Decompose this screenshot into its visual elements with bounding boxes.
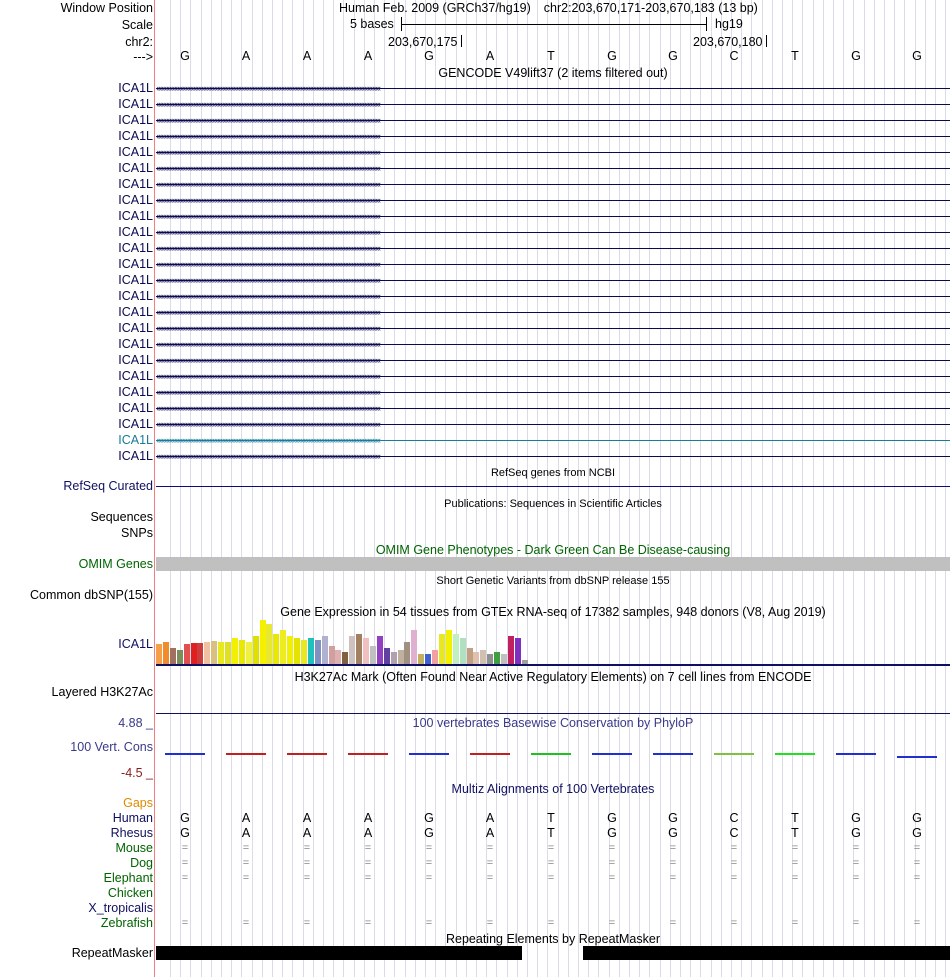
sequence-base: C [729, 49, 739, 63]
assembly-name: Human Feb. 2009 (GRCh37/hg19) [339, 1, 531, 15]
multiz-base: = [730, 917, 738, 929]
multiz-base: A [302, 811, 312, 825]
gtex-tissue-bar[interactable] [315, 640, 321, 664]
multiz-species-label[interactable]: Human [112, 811, 153, 825]
sequence-base: A [241, 49, 251, 63]
multiz-base: C [729, 826, 739, 840]
multiz-base: G [424, 811, 434, 825]
gtex-tissue-bar[interactable] [266, 624, 272, 664]
multiz-base: = [486, 917, 494, 929]
multiz-base: G [607, 826, 617, 840]
gtex-tissue-bar[interactable] [335, 650, 341, 664]
gencode-transcript-label[interactable]: ICA1L [118, 433, 153, 447]
gencode-title[interactable]: GENCODE V49lift37 (2 items filtered out) [438, 66, 668, 80]
multiz-base: = [425, 872, 433, 884]
multiz-base: = [547, 857, 555, 869]
window-position-label: Window Position [60, 1, 153, 15]
multiz-base: = [425, 842, 433, 854]
strand-arrows: ‹‹‹‹‹‹‹‹‹‹‹‹‹‹‹‹‹‹‹‹‹‹‹‹‹‹‹‹‹‹‹‹‹‹‹‹‹‹‹‹‹‹‹‹‹‹‹‹‹‹‹‹‹‹‹‹‹‹‹‹‹‹‹‹‹‹‹‹‹‹‹‹‹‹‹‹‹‹‹‹‹‹‹‹‹‹‹‹‹‹‹‹‹‹‹‹‹‹‹‹‹‹‹‹‹‹‹‹‹‹‹‹‹‹‹‹‹‹‹‹‹‹‹‹‹‹‹‹‹‹‹‹‹‹‹‹‹‹‹‹ [156, 115, 380, 125]
gtex-title[interactable]: Gene Expression in 54 tissues from GTEx RNA-seq of 17382 samples, 948 donors (V8, Aug 2019) [280, 605, 826, 619]
multiz-base: A [241, 826, 251, 840]
gencode-transcript-label[interactable]: ICA1L [118, 417, 153, 431]
multiz-base: = [486, 842, 494, 854]
strand-arrows: ‹‹‹‹‹‹‹‹‹‹‹‹‹‹‹‹‹‹‹‹‹‹‹‹‹‹‹‹‹‹‹‹‹‹‹‹‹‹‹‹‹‹‹‹‹‹‹‹‹‹‹‹‹‹‹‹‹‹‹‹‹‹‹‹‹‹‹‹‹‹‹‹‹‹‹‹‹‹‹‹‹‹‹‹‹‹‹‹‹‹‹‹‹‹‹‹‹‹‹‹‹‹‹‹‹‹‹‹‹‹‹‹‹‹‹‹‹‹‹‹‹‹‹‹‹‹‹‹‹‹‹‹‹‹‹‹‹‹‹‹ [156, 403, 380, 413]
track-left-border [154, 0, 155, 977]
gtex-tissue-bar[interactable] [280, 630, 286, 664]
gtex-tissue-bar[interactable] [453, 634, 459, 664]
strand-arrows: ‹‹‹‹‹‹‹‹‹‹‹‹‹‹‹‹‹‹‹‹‹‹‹‹‹‹‹‹‹‹‹‹‹‹‹‹‹‹‹‹‹‹‹‹‹‹‹‹‹‹‹‹‹‹‹‹‹‹‹‹‹‹‹‹‹‹‹‹‹‹‹‹‹‹‹‹‹‹‹‹‹‹‹‹‹‹‹‹‹‹‹‹‹‹‹‹‹‹‹‹‹‹‹‹‹‹‹‹‹‹‹‹‹‹‹‹‹‹‹‹‹‹‹‹‹‹‹‹‹‹‹‹‹‹‹‹‹‹‹‹ [156, 163, 380, 173]
gtex-tissue-bar[interactable] [170, 648, 176, 664]
multiz-base: G [851, 826, 861, 840]
strand-arrows: ‹‹‹‹‹‹‹‹‹‹‹‹‹‹‹‹‹‹‹‹‹‹‹‹‹‹‹‹‹‹‹‹‹‹‹‹‹‹‹‹‹‹‹‹‹‹‹‹‹‹‹‹‹‹‹‹‹‹‹‹‹‹‹‹‹‹‹‹‹‹‹‹‹‹‹‹‹‹‹‹‹‹‹‹‹‹‹‹‹‹‹‹‹‹‹‹‹‹‹‹‹‹‹‹‹‹‹‹‹‹‹‹‹‹‹‹‹‹‹‹‹‹‹‹‹‹‹‹‹‹‹‹‹‹‹‹‹‹‹‹ [156, 339, 380, 349]
scale-bar [401, 24, 706, 25]
gencode-transcript-label[interactable]: ICA1L [118, 289, 153, 303]
publications-snps-label[interactable]: SNPs [121, 526, 153, 540]
strand-arrows: ‹‹‹‹‹‹‹‹‹‹‹‹‹‹‹‹‹‹‹‹‹‹‹‹‹‹‹‹‹‹‹‹‹‹‹‹‹‹‹‹‹‹‹‹‹‹‹‹‹‹‹‹‹‹‹‹‹‹‹‹‹‹‹‹‹‹‹‹‹‹‹‹‹‹‹‹‹‹‹‹‹‹‹‹‹‹‹‹‹‹‹‹‹‹‹‹‹‹‹‹‹‹‹‹‹‹‹‹‹‹‹‹‹‹‹‹‹‹‹‹‹‹‹‹‹‹‹‹‹‹‹‹‹‹‹‹‹‹‹‹ [156, 291, 380, 301]
gencode-transcript-label[interactable]: ICA1L [118, 113, 153, 127]
gtex-tissue-bar[interactable] [439, 634, 445, 664]
repeat-element[interactable] [156, 946, 522, 960]
gtex-tissue-bar[interactable] [418, 654, 424, 664]
gtex-tissue-bar[interactable] [308, 638, 314, 664]
gtex-tissue-bar[interactable] [404, 642, 410, 664]
multiz-base: = [303, 917, 311, 929]
multiz-base: = [791, 857, 799, 869]
sequence-base: G [424, 49, 434, 63]
multiz-base: = [303, 842, 311, 854]
multiz-base: A [363, 826, 373, 840]
strand-arrows: ‹‹‹‹‹‹‹‹‹‹‹‹‹‹‹‹‹‹‹‹‹‹‹‹‹‹‹‹‹‹‹‹‹‹‹‹‹‹‹‹‹‹‹‹‹‹‹‹‹‹‹‹‹‹‹‹‹‹‹‹‹‹‹‹‹‹‹‹‹‹‹‹‹‹‹‹‹‹‹‹‹‹‹‹‹‹‹‹‹‹‹‹‹‹‹‹‹‹‹‹‹‹‹‹‹‹‹‹‹‹‹‹‹‹‹‹‹‹‹‹‹‹‹‹‹‹‹‹‹‹‹‹‹‹‹‹‹‹‹‹ [156, 451, 380, 461]
gtex-tissue-bar[interactable] [177, 650, 183, 664]
multiz-base: = [608, 857, 616, 869]
multiz-base: A [241, 811, 251, 825]
gtex-tissue-bar[interactable] [253, 636, 259, 664]
gtex-tissue-bar[interactable] [480, 650, 486, 664]
strand-arrows: ‹‹‹‹‹‹‹‹‹‹‹‹‹‹‹‹‹‹‹‹‹‹‹‹‹‹‹‹‹‹‹‹‹‹‹‹‹‹‹‹‹‹‹‹‹‹‹‹‹‹‹‹‹‹‹‹‹‹‹‹‹‹‹‹‹‹‹‹‹‹‹‹‹‹‹‹‹‹‹‹‹‹‹‹‹‹‹‹‹‹‹‹‹‹‹‹‹‹‹‹‹‹‹‹‹‹‹‹‹‹‹‹‹‹‹‹‹‹‹‹‹‹‹‹‹‹‹‹‹‹‹‹‹‹‹‹‹‹‹‹ [156, 131, 380, 141]
multiz-base: = [547, 917, 555, 929]
gencode-transcript-label[interactable]: ICA1L [118, 225, 153, 239]
multiz-base: G [180, 811, 190, 825]
sequence-base: G [607, 49, 617, 63]
multiz-base: = [242, 872, 250, 884]
coord-right: 203,670,180 [693, 35, 763, 49]
gtex-tissue-bar[interactable] [425, 654, 431, 664]
sequence-base: T [547, 49, 555, 63]
multiz-base: = [791, 917, 799, 929]
multiz-title[interactable]: Multiz Alignments of 100 Vertebrates [451, 782, 655, 796]
gtex-tissue-bar[interactable] [349, 636, 355, 664]
gencode-transcript-label[interactable]: ICA1L [118, 193, 153, 207]
dbsnp-title[interactable]: Short Genetic Variants from dbSNP release 155 [436, 575, 670, 587]
strand-arrows: ‹‹‹‹‹‹‹‹‹‹‹‹‹‹‹‹‹‹‹‹‹‹‹‹‹‹‹‹‹‹‹‹‹‹‹‹‹‹‹‹‹‹‹‹‹‹‹‹‹‹‹‹‹‹‹‹‹‹‹‹‹‹‹‹‹‹‹‹‹‹‹‹‹‹‹‹‹‹‹‹‹‹‹‹‹‹‹‹‹‹‹‹‹‹‹‹‹‹‹‹‹‹‹‹‹‹‹‹‹‹‹‹‹‹‹‹‹‹‹‹‹‹‹‹‹‹‹‹‹‹‹‹‹‹‹‹‹‹‹‹ [156, 371, 380, 381]
publications-sequences-label[interactable]: Sequences [90, 510, 153, 524]
gtex-tissue-bar[interactable] [156, 644, 162, 664]
multiz-base: G [668, 811, 678, 825]
gencode-transcript-label[interactable]: ICA1L [118, 209, 153, 223]
refseq-label[interactable]: RefSeq Curated [63, 479, 153, 493]
gencode-transcript-label[interactable]: ICA1L [118, 273, 153, 287]
publications-title[interactable]: Publications: Sequences in Scientific Articles [444, 498, 662, 510]
gtex-tissue-bar[interactable] [260, 620, 266, 664]
coord-left-tick [461, 35, 462, 47]
phylop-score-mark [897, 756, 937, 758]
omim-title[interactable]: OMIM Gene Phenotypes - Dark Green Can Be Disease-causing [375, 543, 731, 557]
multiz-species-label[interactable]: Zebrafish [100, 916, 153, 930]
gtex-tissue-bar[interactable] [473, 652, 479, 664]
gtex-tissue-bar[interactable] [211, 641, 217, 664]
multiz-base: T [791, 826, 799, 840]
multiz-base: = [242, 917, 250, 929]
gtex-tissue-bar[interactable] [391, 652, 397, 664]
gtex-tissue-bar[interactable] [301, 640, 307, 664]
gencode-transcript-label[interactable]: ICA1L [118, 81, 153, 95]
omim-label[interactable]: OMIM Genes [78, 557, 153, 571]
position-readout: chr2:203,670,171-203,670,183 (13 bp) [543, 1, 758, 15]
strand-arrows: ‹‹‹‹‹‹‹‹‹‹‹‹‹‹‹‹‹‹‹‹‹‹‹‹‹‹‹‹‹‹‹‹‹‹‹‹‹‹‹‹‹‹‹‹‹‹‹‹‹‹‹‹‹‹‹‹‹‹‹‹‹‹‹‹‹‹‹‹‹‹‹‹‹‹‹‹‹‹‹‹‹‹‹‹‹‹‹‹‹‹‹‹‹‹‹‹‹‹‹‹‹‹‹‹‹‹‹‹‹‹‹‹‹‹‹‹‹‹‹‹‹‹‹‹‹‹‹‹‹‹‹‹‹‹‹‹‹‹‹‹ [156, 275, 380, 285]
sequence-base: T [791, 49, 799, 63]
gtex-tissue-bar[interactable] [363, 638, 369, 664]
gencode-transcript-label[interactable]: ICA1L [118, 257, 153, 271]
multiz-base: = [913, 857, 921, 869]
multiz-base: = [425, 857, 433, 869]
dbsnp-label[interactable]: Common dbSNP(155) [30, 588, 153, 602]
multiz-base: = [303, 857, 311, 869]
phylop-label[interactable]: 100 Vert. Cons [70, 740, 153, 754]
phylop-score-mark [165, 753, 205, 755]
gtex-tissue-bar[interactable] [411, 630, 417, 664]
multiz-base: G [180, 826, 190, 840]
gencode-transcript-label[interactable]: ICA1L [118, 353, 153, 367]
gtex-tissue-bar[interactable] [322, 636, 328, 664]
multiz-base: = [852, 872, 860, 884]
gencode-transcript-label[interactable]: ICA1L [118, 385, 153, 399]
phylop-score-mark [653, 753, 693, 755]
gtex-tissue-bar[interactable] [501, 654, 507, 664]
sequence-base: G [668, 49, 678, 63]
strand-arrows: ‹‹‹‹‹‹‹‹‹‹‹‹‹‹‹‹‹‹‹‹‹‹‹‹‹‹‹‹‹‹‹‹‹‹‹‹‹‹‹‹‹‹‹‹‹‹‹‹‹‹‹‹‹‹‹‹‹‹‹‹‹‹‹‹‹‹‹‹‹‹‹‹‹‹‹‹‹‹‹‹‹‹‹‹‹‹‹‹‹‹‹‹‹‹‹‹‹‹‹‹‹‹‹‹‹‹‹‹‹‹‹‹‹‹‹‹‹‹‹‹‹‹‹‹‹‹‹‹‹‹‹‹‹‹‹‹‹‹‹‹ [156, 195, 380, 205]
refseq-title[interactable]: RefSeq genes from NCBI [490, 467, 616, 479]
sequence-base: G [851, 49, 861, 63]
phylop-score-mark [470, 753, 510, 755]
multiz-base: = [181, 917, 189, 929]
sequence-base: A [363, 49, 373, 63]
phylop-score-mark [226, 753, 266, 755]
multiz-base: = [852, 917, 860, 929]
scale-db: hg19 [715, 17, 743, 31]
multiz-base: = [364, 872, 372, 884]
gencode-transcript-label[interactable]: ICA1L [118, 97, 153, 111]
scale-bar-text: 5 bases [350, 17, 394, 31]
multiz-base: T [547, 811, 555, 825]
chrom-label: chr2: [125, 35, 153, 49]
multiz-base: G [668, 826, 678, 840]
multiz-base: = [791, 842, 799, 854]
strand-arrows: ‹‹‹‹‹‹‹‹‹‹‹‹‹‹‹‹‹‹‹‹‹‹‹‹‹‹‹‹‹‹‹‹‹‹‹‹‹‹‹‹‹‹‹‹‹‹‹‹‹‹‹‹‹‹‹‹‹‹‹‹‹‹‹‹‹‹‹‹‹‹‹‹‹‹‹‹‹‹‹‹‹‹‹‹‹‹‹‹‹‹‹‹‹‹‹‹‹‹‹‹‹‹‹‹‹‹‹‹‹‹‹‹‹‹‹‹‹‹‹‹‹‹‹‹‹‹‹‹‹‹‹‹‹‹‹‹‹‹‹‹ [156, 259, 380, 269]
gtex-tissue-bar[interactable] [163, 642, 169, 664]
gencode-transcript-label[interactable]: ICA1L [118, 145, 153, 159]
gtex-tissue-bar[interactable] [294, 638, 300, 664]
gtex-tissue-bar[interactable] [494, 652, 500, 664]
multiz-base: = [242, 842, 250, 854]
multiz-base: = [364, 842, 372, 854]
multiz-base: = [730, 857, 738, 869]
multiz-base: = [608, 917, 616, 929]
sequence-base: G [180, 49, 190, 63]
multiz-species-label[interactable]: Mouse [115, 841, 153, 855]
multiz-base: = [852, 842, 860, 854]
gtex-tissue-bar[interactable] [204, 642, 210, 664]
multiz-gaps-label[interactable]: Gaps [123, 796, 153, 810]
gtex-label[interactable]: ICA1L [118, 637, 153, 651]
multiz-base: G [912, 826, 922, 840]
gtex-tissue-bar[interactable] [398, 650, 404, 664]
gtex-tissue-bar[interactable] [515, 638, 521, 664]
gtex-tissue-bar[interactable] [273, 634, 279, 664]
gencode-transcript-label[interactable]: ICA1L [118, 449, 153, 463]
gencode-transcript-label[interactable]: ICA1L [118, 241, 153, 255]
coord-right-tick [766, 35, 767, 47]
phylop-score-mark [836, 753, 876, 755]
strand-arrows: ‹‹‹‹‹‹‹‹‹‹‹‹‹‹‹‹‹‹‹‹‹‹‹‹‹‹‹‹‹‹‹‹‹‹‹‹‹‹‹‹‹‹‹‹‹‹‹‹‹‹‹‹‹‹‹‹‹‹‹‹‹‹‹‹‹‹‹‹‹‹‹‹‹‹‹‹‹‹‹‹‹‹‹‹‹‹‹‹‹‹‹‹‹‹‹‹‹‹‹‹‹‹‹‹‹‹‹‹‹‹‹‹‹‹‹‹‹‹‹‹‹‹‹‹‹‹‹‹‹‹‹‹‹‹‹‹‹‹‹‹ [156, 307, 380, 317]
scale-label: Scale [121, 18, 153, 32]
gencode-transcript-label[interactable]: ICA1L [118, 129, 153, 143]
multiz-species-label[interactable]: X_tropicalis [88, 901, 153, 915]
gtex-tissue-bar[interactable] [460, 638, 466, 664]
strand-arrows: ‹‹‹‹‹‹‹‹‹‹‹‹‹‹‹‹‹‹‹‹‹‹‹‹‹‹‹‹‹‹‹‹‹‹‹‹‹‹‹‹‹‹‹‹‹‹‹‹‹‹‹‹‹‹‹‹‹‹‹‹‹‹‹‹‹‹‹‹‹‹‹‹‹‹‹‹‹‹‹‹‹‹‹‹‹‹‹‹‹‹‹‹‹‹‹‹‹‹‹‹‹‹‹‹‹‹‹‹‹‹‹‹‹‹‹‹‹‹‹‹‹‹‹‹‹‹‹‹‹‹‹‹‹‹‹‹‹‹‹‹ [156, 99, 380, 109]
gencode-transcript-label[interactable]: ICA1L [118, 321, 153, 335]
gtex-tissue-bar[interactable] [191, 643, 197, 664]
gtex-tissue-bar[interactable] [218, 642, 224, 664]
multiz-base: = [181, 857, 189, 869]
multiz-base: = [181, 872, 189, 884]
gtex-tissue-bar[interactable] [239, 640, 245, 664]
multiz-base: = [669, 917, 677, 929]
strand-label: ---> [133, 50, 153, 64]
coord-left: 203,670,175 [388, 35, 458, 49]
strand-arrows: ‹‹‹‹‹‹‹‹‹‹‹‹‹‹‹‹‹‹‹‹‹‹‹‹‹‹‹‹‹‹‹‹‹‹‹‹‹‹‹‹‹‹‹‹‹‹‹‹‹‹‹‹‹‹‹‹‹‹‹‹‹‹‹‹‹‹‹‹‹‹‹‹‹‹‹‹‹‹‹‹‹‹‹‹‹‹‹‹‹‹‹‹‹‹‹‹‹‹‹‹‹‹‹‹‹‹‹‹‹‹‹‹‹‹‹‹‹‹‹‹‹‹‹‹‹‹‹‹‹‹‹‹‹‹‹‹‹‹‹‹ [156, 323, 380, 333]
strand-arrows: ‹‹‹‹‹‹‹‹‹‹‹‹‹‹‹‹‹‹‹‹‹‹‹‹‹‹‹‹‹‹‹‹‹‹‹‹‹‹‹‹‹‹‹‹‹‹‹‹‹‹‹‹‹‹‹‹‹‹‹‹‹‹‹‹‹‹‹‹‹‹‹‹‹‹‹‹‹‹‹‹‹‹‹‹‹‹‹‹‹‹‹‹‹‹‹‹‹‹‹‹‹‹‹‹‹‹‹‹‹‹‹‹‹‹‹‹‹‹‹‹‹‹‹‹‹‹‹‹‹‹‹‹‹‹‹‹‹‹‹‹ [156, 83, 380, 93]
gencode-transcript-label[interactable]: ICA1L [118, 401, 153, 415]
gtex-tissue-bar[interactable] [329, 646, 335, 664]
multiz-base: T [547, 826, 555, 840]
multiz-base: = [608, 872, 616, 884]
sequence-base: G [912, 49, 922, 63]
multiz-base: = [181, 842, 189, 854]
gencode-transcript-label[interactable]: ICA1L [118, 161, 153, 175]
gencode-transcript-label[interactable]: ICA1L [118, 337, 153, 351]
phylop-score-mark [775, 753, 815, 755]
gtex-tissue-bar[interactable] [487, 654, 493, 664]
assembly-title[interactable] [339, 1, 758, 15]
gtex-tissue-bar[interactable] [370, 646, 376, 664]
multiz-base: = [730, 872, 738, 884]
strand-arrows: ‹‹‹‹‹‹‹‹‹‹‹‹‹‹‹‹‹‹‹‹‹‹‹‹‹‹‹‹‹‹‹‹‹‹‹‹‹‹‹‹‹‹‹‹‹‹‹‹‹‹‹‹‹‹‹‹‹‹‹‹‹‹‹‹‹‹‹‹‹‹‹‹‹‹‹‹‹‹‹‹‹‹‹‹‹‹‹‹‹‹‹‹‹‹‹‹‹‹‹‹‹‹‹‹‹‹‹‹‹‹‹‹‹‹‹‹‹‹‹‹‹‹‹‹‹‹‹‹‹‹‹‹‹‹‹‹‹‹‹‹ [156, 179, 380, 189]
gtex-bars[interactable] [156, 620, 950, 664]
gtex-tissue-bar[interactable] [232, 638, 238, 664]
multiz-base: A [363, 811, 373, 825]
phylop-score-mark [531, 753, 571, 755]
h3k27ac-baseline [156, 713, 950, 714]
multiz-base: = [852, 857, 860, 869]
multiz-base: = [303, 872, 311, 884]
multiz-base: C [729, 811, 739, 825]
omim-bar[interactable] [156, 557, 950, 571]
multiz-species-label[interactable]: Elephant [103, 871, 153, 885]
multiz-base: = [669, 857, 677, 869]
h3k27ac-label[interactable]: Layered H3K27Ac [51, 685, 153, 699]
gtex-tissue-bar[interactable] [432, 650, 438, 664]
repeatmasker-label[interactable]: RepeatMasker [71, 946, 153, 960]
refseq-line[interactable] [156, 486, 950, 487]
h3k27ac-title[interactable]: H3K27Ac Mark (Often Found Near Active Regulatory Elements) on 7 cell lines from ENCODE [294, 670, 812, 684]
gencode-transcript-label[interactable]: ICA1L [118, 305, 153, 319]
phylop-score-mark [592, 753, 632, 755]
multiz-base: = [486, 857, 494, 869]
gtex-tissue-bar[interactable] [246, 642, 252, 664]
multiz-base: A [302, 826, 312, 840]
sequence-base: A [485, 49, 495, 63]
multiz-species-label[interactable]: Chicken [107, 886, 153, 900]
repeatmasker-title[interactable]: Repeating Elements by RepeatMasker [445, 932, 660, 946]
multiz-base: = [242, 857, 250, 869]
gencode-transcript-label[interactable]: ICA1L [118, 369, 153, 383]
phylop-min-label: -4.5 _ [121, 766, 153, 780]
phylop-max-label: 4.88 _ [118, 716, 153, 730]
multiz-base: G [851, 811, 861, 825]
multiz-base: A [485, 811, 495, 825]
multiz-species-label[interactable]: Rhesus [110, 826, 153, 840]
multiz-base: = [913, 872, 921, 884]
multiz-base: = [669, 842, 677, 854]
gtex-tissue-bar[interactable] [384, 648, 390, 664]
multiz-base: G [424, 826, 434, 840]
multiz-base: = [669, 872, 677, 884]
gtex-tissue-bar[interactable] [225, 642, 231, 664]
gtex-tissue-bar[interactable] [342, 652, 348, 664]
multiz-base: = [913, 917, 921, 929]
multiz-base: = [547, 872, 555, 884]
multiz-base: = [486, 872, 494, 884]
multiz-base: = [791, 872, 799, 884]
strand-arrows: ‹‹‹‹‹‹‹‹‹‹‹‹‹‹‹‹‹‹‹‹‹‹‹‹‹‹‹‹‹‹‹‹‹‹‹‹‹‹‹‹‹‹‹‹‹‹‹‹‹‹‹‹‹‹‹‹‹‹‹‹‹‹‹‹‹‹‹‹‹‹‹‹‹‹‹‹‹‹‹‹‹‹‹‹‹‹‹‹‹‹‹‹‹‹‹‹‹‹‹‹‹‹‹‹‹‹‹‹‹‹‹‹‹‹‹‹‹‹‹‹‹‹‹‹‹‹‹‹‹‹‹‹‹‹‹‹‹‹‹‹ [156, 387, 380, 397]
gtex-tissue-bar[interactable] [377, 636, 383, 664]
strand-arrows: ‹‹‹‹‹‹‹‹‹‹‹‹‹‹‹‹‹‹‹‹‹‹‹‹‹‹‹‹‹‹‹‹‹‹‹‹‹‹‹‹‹‹‹‹‹‹‹‹‹‹‹‹‹‹‹‹‹‹‹‹‹‹‹‹‹‹‹‹‹‹‹‹‹‹‹‹‹‹‹‹‹‹‹‹‹‹‹‹‹‹‹‹‹‹‹‹‹‹‹‹‹‹‹‹‹‹‹‹‹‹‹‹‹‹‹‹‹‹‹‹‹‹‹‹‹‹‹‹‹‹‹‹‹‹‹‹‹‹‹‹ [156, 435, 380, 445]
strand-arrows: ‹‹‹‹‹‹‹‹‹‹‹‹‹‹‹‹‹‹‹‹‹‹‹‹‹‹‹‹‹‹‹‹‹‹‹‹‹‹‹‹‹‹‹‹‹‹‹‹‹‹‹‹‹‹‹‹‹‹‹‹‹‹‹‹‹‹‹‹‹‹‹‹‹‹‹‹‹‹‹‹‹‹‹‹‹‹‹‹‹‹‹‹‹‹‹‹‹‹‹‹‹‹‹‹‹‹‹‹‹‹‹‹‹‹‹‹‹‹‹‹‹‹‹‹‹‹‹‹‹‹‹‹‹‹‹‹‹‹‹‹ [156, 211, 380, 221]
phylop-score-mark [348, 753, 388, 755]
multiz-base: G [912, 811, 922, 825]
phylop-score-mark [409, 753, 449, 755]
strand-arrows: ‹‹‹‹‹‹‹‹‹‹‹‹‹‹‹‹‹‹‹‹‹‹‹‹‹‹‹‹‹‹‹‹‹‹‹‹‹‹‹‹‹‹‹‹‹‹‹‹‹‹‹‹‹‹‹‹‹‹‹‹‹‹‹‹‹‹‹‹‹‹‹‹‹‹‹‹‹‹‹‹‹‹‹‹‹‹‹‹‹‹‹‹‹‹‹‹‹‹‹‹‹‹‹‹‹‹‹‹‹‹‹‹‹‹‹‹‹‹‹‹‹‹‹‹‹‹‹‹‹‹‹‹‹‹‹‹‹‹‹‹ [156, 355, 380, 365]
multiz-base: = [425, 917, 433, 929]
multiz-base: A [485, 826, 495, 840]
multiz-base: = [547, 842, 555, 854]
phylop-score-mark [714, 753, 754, 755]
gencode-transcript-label[interactable]: ICA1L [118, 177, 153, 191]
multiz-base: = [364, 857, 372, 869]
multiz-base: = [730, 842, 738, 854]
repeat-element[interactable] [583, 946, 950, 960]
multiz-base: = [364, 917, 372, 929]
multiz-species-label[interactable]: Dog [130, 856, 153, 870]
gtex-tissue-bar[interactable] [197, 643, 203, 664]
gtex-tissue-bar[interactable] [184, 644, 190, 664]
multiz-base: = [608, 842, 616, 854]
gtex-tissue-bar[interactable] [446, 630, 452, 664]
multiz-base: G [607, 811, 617, 825]
phylop-score-mark [287, 753, 327, 755]
strand-arrows: ‹‹‹‹‹‹‹‹‹‹‹‹‹‹‹‹‹‹‹‹‹‹‹‹‹‹‹‹‹‹‹‹‹‹‹‹‹‹‹‹‹‹‹‹‹‹‹‹‹‹‹‹‹‹‹‹‹‹‹‹‹‹‹‹‹‹‹‹‹‹‹‹‹‹‹‹‹‹‹‹‹‹‹‹‹‹‹‹‹‹‹‹‹‹‹‹‹‹‹‹‹‹‹‹‹‹‹‹‹‹‹‹‹‹‹‹‹‹‹‹‹‹‹‹‹‹‹‹‹‹‹‹‹‹‹‹‹‹‹‹ [156, 147, 380, 157]
strand-arrows: ‹‹‹‹‹‹‹‹‹‹‹‹‹‹‹‹‹‹‹‹‹‹‹‹‹‹‹‹‹‹‹‹‹‹‹‹‹‹‹‹‹‹‹‹‹‹‹‹‹‹‹‹‹‹‹‹‹‹‹‹‹‹‹‹‹‹‹‹‹‹‹‹‹‹‹‹‹‹‹‹‹‹‹‹‹‹‹‹‹‹‹‹‹‹‹‹‹‹‹‹‹‹‹‹‹‹‹‹‹‹‹‹‹‹‹‹‹‹‹‹‹‹‹‹‹‹‹‹‹‹‹‹‹‹‹‹‹‹‹‹ [156, 227, 380, 237]
gtex-tissue-bar[interactable] [287, 636, 293, 664]
gtex-tissue-bar[interactable] [356, 634, 362, 664]
gtex-tissue-bar[interactable] [508, 636, 514, 664]
gtex-baseline [156, 664, 950, 666]
sequence-base: A [302, 49, 312, 63]
strand-arrows: ‹‹‹‹‹‹‹‹‹‹‹‹‹‹‹‹‹‹‹‹‹‹‹‹‹‹‹‹‹‹‹‹‹‹‹‹‹‹‹‹‹‹‹‹‹‹‹‹‹‹‹‹‹‹‹‹‹‹‹‹‹‹‹‹‹‹‹‹‹‹‹‹‹‹‹‹‹‹‹‹‹‹‹‹‹‹‹‹‹‹‹‹‹‹‹‹‹‹‹‹‹‹‹‹‹‹‹‹‹‹‹‹‹‹‹‹‹‹‹‹‹‹‹‹‹‹‹‹‹‹‹‹‹‹‹‹‹‹‹‹ [156, 419, 380, 429]
gtex-tissue-bar[interactable] [467, 648, 473, 664]
strand-arrows: ‹‹‹‹‹‹‹‹‹‹‹‹‹‹‹‹‹‹‹‹‹‹‹‹‹‹‹‹‹‹‹‹‹‹‹‹‹‹‹‹‹‹‹‹‹‹‹‹‹‹‹‹‹‹‹‹‹‹‹‹‹‹‹‹‹‹‹‹‹‹‹‹‹‹‹‹‹‹‹‹‹‹‹‹‹‹‹‹‹‹‹‹‹‹‹‹‹‹‹‹‹‹‹‹‹‹‹‹‹‹‹‹‹‹‹‹‹‹‹‹‹‹‹‹‹‹‹‹‹‹‹‹‹‹‹‹‹‹‹‹ [156, 243, 380, 253]
multiz-base: = [913, 842, 921, 854]
phylop-title[interactable]: 100 vertebrates Basewise Conservation by PhyloP [412, 716, 694, 730]
scale-bar-tick-right [706, 17, 707, 31]
multiz-base: T [791, 811, 799, 825]
